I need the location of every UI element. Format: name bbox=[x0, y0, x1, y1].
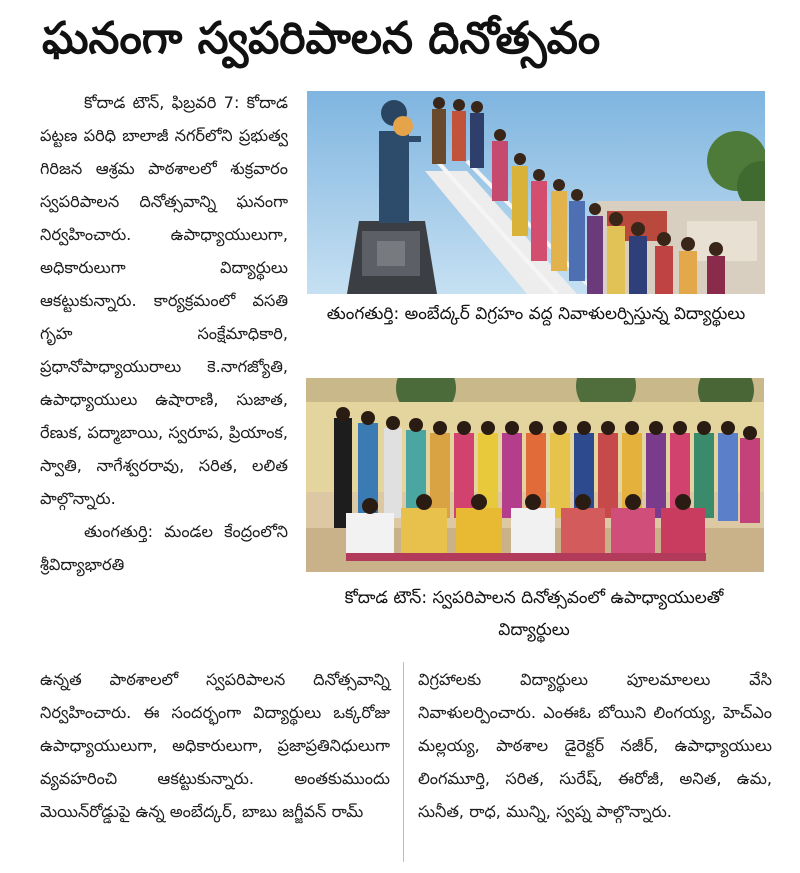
photo1-caption: తుంగతుర్తి: అంబేద్కర్ విగ్రహం వద్ద నివాళులర్పిస్తున్న విద్యార్థులు bbox=[326, 304, 746, 324]
photo-group-image bbox=[306, 378, 764, 572]
column-divider bbox=[403, 662, 404, 862]
photo-ambedkar-statue-image bbox=[307, 91, 765, 294]
headline: ఘనంగా స్వపరిపాలన దినోత్సవం bbox=[42, 13, 601, 64]
article-paragraph-tungaturthi: తుంగతుర్తి: మండల కేంద్రంలోని శ్రీవిద్యాభారతి bbox=[40, 522, 288, 574]
bottom-left-column: ఉన్నత పాఠశాలలో స్వపరిపాలన దినోత్సవాన్ని నిర్వహించారు. ఈ సందర్భంగా విద్యార్థులు ఒక్కరోజు ఉపాధ్యాయులుగా, అధికారులుగా, ప్రజాప్రతినిధులుగా వ్యవహరించి ఆకట్టుకున్నారు. అంతకుముందు మెయిన్‌రోడ్డుపై ఉన్న అంబేద్కర్, బాబు జగ్జీవన్ రామ్ bbox=[40, 670, 390, 821]
photo-group-students-teachers bbox=[306, 378, 764, 572]
photo2-caption: కోదాడ టౌన్: స్వపరిపాలన దినోత్సవంలో ఉపాధ్యాయులతో విద్యార్థులు bbox=[344, 588, 724, 640]
article-paragraph-kodad: కోదాడ టౌన్, ఫిబ్రవరి 7: కోదాడ పట్టణ పరిధి బాలాజీ నగర్‌లోని ప్రభుత్వ గిరిజన ఆశ్రమ పాఠశాలలో శుక్రవారం స్వపరిపాలన దినోత్సవాన్ని ఘనంగా నిర్వహించారు. ఉపాధ్యాయులుగా, అధికారులుగా విద్యార్థులు ఆకట్టుకున్నారు. కార్యక్రమంలో వసతి గృహ సంక్షేమాధికారి, ప్రధానోపాధ్యాయురాలు కె.నాగజ్యోతి, ఉపాధ్యాయులు ఉషారాణి, సుజాత, రేణుక, పద్మాబాయి, స్వరూప, ప్రియాంక, స్వాతి, నాగేశ్వరరావు, సరిత, లలిత పాల్గొన్నారు. bbox=[40, 93, 288, 508]
bottom-right-column: విగ్రహాలకు విద్యార్థులు పూలమాలలు వేసి నివాళులర్పించారు. ఎంఈఓ బోయిని లింగయ్య, హెచ్‌ఎం మల్లయ్య, పాఠశాల డైరెక్టర్ నజీర్, ఉపాధ్యాయులు లింగమూర్తి, సరిత, సురేష్, ఈరోజీ, అనిత, ఉమ, సునీత, రాధ, మున్ని, స్వప్న పాల్గొన్నారు. bbox=[418, 670, 772, 821]
photo-ambedkar-statue bbox=[307, 91, 765, 294]
left-column bbox=[40, 86, 288, 658]
